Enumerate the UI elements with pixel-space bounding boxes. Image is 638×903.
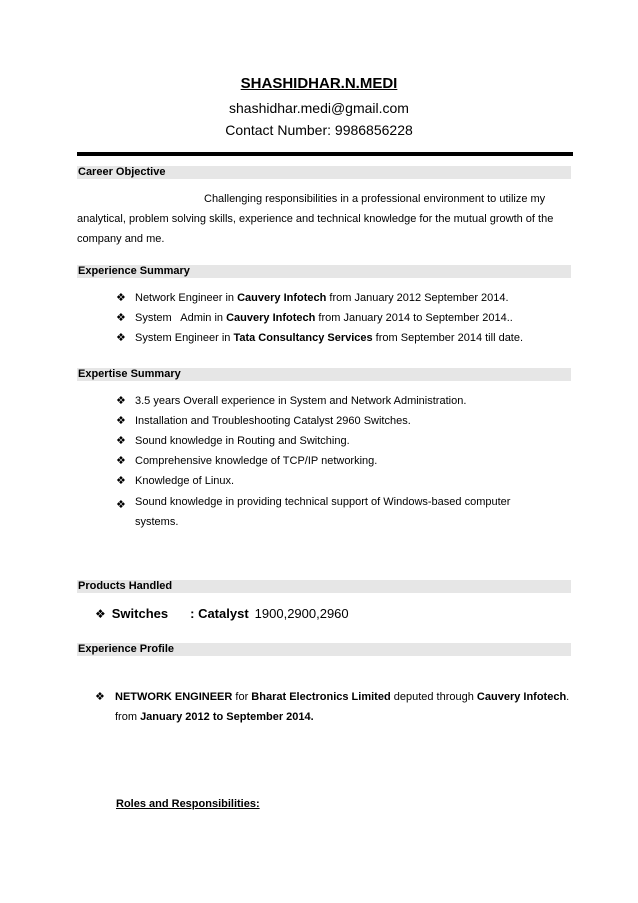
product-separator: : Catalyst [190, 606, 249, 621]
diamond-bullet-icon: ❖ [116, 455, 126, 467]
item-text: Installation and Troubleshooting Catalyst 2960 Switches. [135, 415, 411, 427]
list-item [116, 332, 556, 345]
section-heading-experience-summary: Experience Summary [77, 265, 571, 278]
item-pre: System Engineer in [135, 332, 234, 344]
experience-summary-list [116, 292, 556, 352]
item-text: Comprehensive knowledge of TCP/IP networking. [135, 455, 378, 467]
item-post: from September 2014 till date. [372, 332, 524, 344]
item-company: Cauvery Infotech [237, 292, 327, 304]
profile-dot: . [566, 691, 570, 703]
item-post: from January 2014 to September 2014.. [315, 312, 513, 324]
profile-for: for [232, 691, 252, 703]
item-text: Knowledge of Linux. [135, 475, 235, 487]
item-text: 3.5 years Overall experience in System and Network Administration. [135, 395, 467, 407]
diamond-bullet-icon: ❖ [116, 415, 126, 427]
diamond-bullet-icon: ❖ [116, 332, 126, 344]
profile-text [95, 687, 570, 727]
diamond-bullet-icon: ❖ [116, 499, 126, 511]
product-models: 1900,2900,2960 [254, 606, 349, 621]
list-item [116, 475, 556, 488]
profile-deputed: deputed through [390, 691, 477, 703]
experience-profile-entry [95, 687, 570, 727]
products-line [95, 606, 349, 621]
list-item [116, 435, 556, 448]
profile-role: NETWORK ENGINEER [115, 691, 233, 703]
list-item [116, 395, 556, 408]
list-item [116, 312, 556, 325]
section-heading-career-objective: Career Objective [77, 166, 571, 179]
diamond-bullet-icon: ❖ [116, 475, 126, 487]
section-heading-experience-profile: Experience Profile [77, 643, 571, 656]
header-divider [77, 152, 573, 156]
list-item [116, 455, 556, 468]
section-heading-products-handled: Products Handled [77, 580, 571, 593]
career-objective-text [77, 189, 570, 249]
profile-agency: Cauvery Infotech [476, 691, 567, 703]
diamond-bullet-icon: ❖ [95, 607, 106, 621]
candidate-contact: Contact Number: 9986856228 [225, 122, 413, 138]
item-company: Tata Consultancy Services [233, 332, 373, 344]
product-label: Switches [111, 606, 169, 621]
expertise-summary-list [116, 395, 556, 539]
item-text: Sound knowledge in providing technical support of Windows-based computer systems. [135, 496, 511, 528]
profile-company: Bharat Electronics Limited [251, 691, 391, 703]
diamond-bullet-icon: ❖ [95, 691, 105, 703]
section-heading-expertise-summary: Expertise Summary [77, 368, 571, 381]
list-item [116, 292, 556, 305]
list-item [116, 492, 520, 532]
item-pre: System Admin in [135, 312, 227, 324]
roles-heading: Roles and Responsibilities: [116, 798, 260, 810]
diamond-bullet-icon: ❖ [116, 292, 126, 304]
item-pre: Network Engineer in [135, 292, 238, 304]
list-item [116, 415, 556, 428]
item-text: Sound knowledge in Routing and Switching. [135, 435, 350, 447]
diamond-bullet-icon: ❖ [116, 312, 126, 324]
profile-from: from [115, 711, 141, 723]
objective-body: Challenging responsibilities in a professional environment to utilize my analytical, problem solving skills, experience and technical knowledge for the mutual growth of the company and me. [77, 193, 554, 245]
candidate-name: SHASHIDHAR.N.MEDI [240, 75, 398, 92]
item-post: from January 2012 September 2014. [326, 292, 509, 304]
candidate-email: shashidhar.medi@gmail.com [229, 100, 409, 116]
item-company: Cauvery Infotech [226, 312, 316, 324]
diamond-bullet-icon: ❖ [116, 395, 126, 407]
diamond-bullet-icon: ❖ [116, 435, 126, 447]
profile-period: January 2012 to September 2014. [140, 711, 314, 723]
